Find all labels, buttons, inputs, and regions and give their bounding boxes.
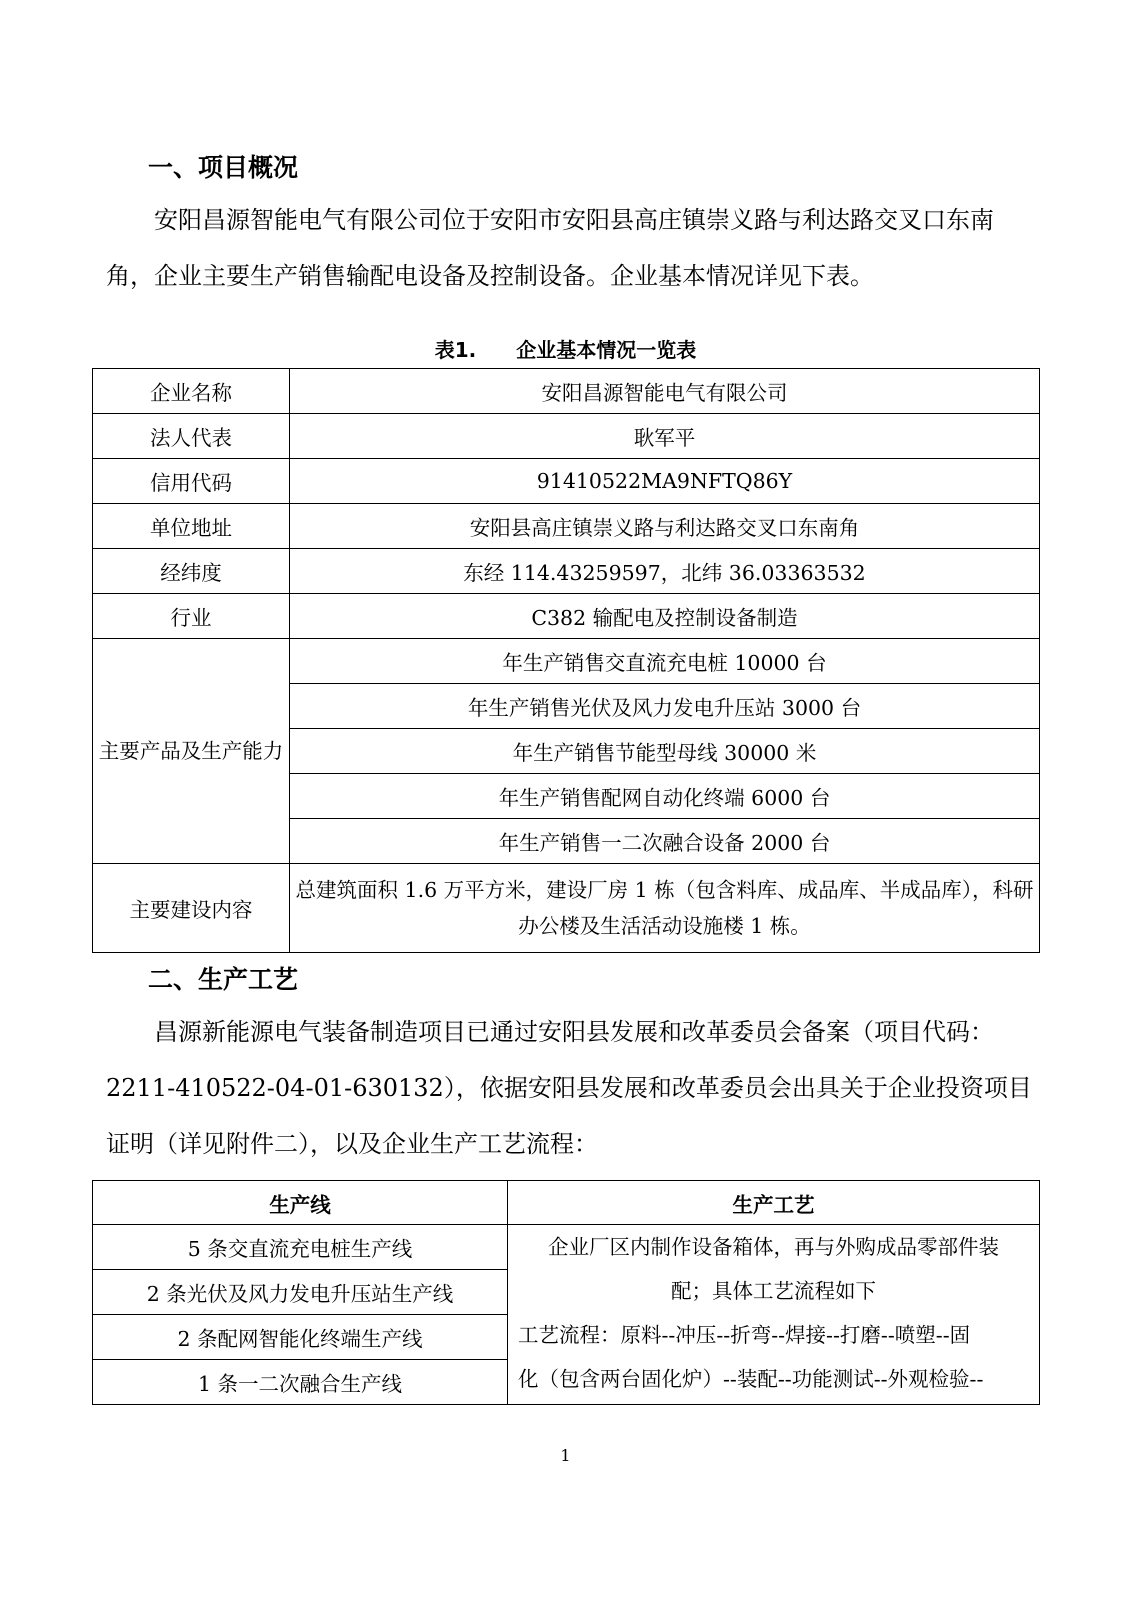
section-heading-process: 二、生产工艺: [148, 965, 299, 994]
production-process-table: [92, 1180, 1040, 1405]
process-paragraph: 昌源新能源电气装备制造项目已通过安阳县发展和改革委员会备案（项目代码：2211-410522-04-01-630132），依据安阳县发展和改革委员会出具关于企业投资项目证明（详见附件二），以及企业生产工艺流程：: [106, 1018, 1032, 1158]
table-cell-label: 单位地址: [93, 504, 290, 549]
table-cell-value: C382 输配电及控制设备制造: [290, 594, 1040, 639]
table1-caption-title: 企业基本情况一览表: [516, 338, 697, 362]
header-process: 生产工艺: [508, 1181, 1040, 1225]
product-cell: 年生产销售光伏及风力发电升压站 3000 台: [290, 684, 1040, 729]
table-row: [93, 594, 1040, 639]
product-cell: 年生产销售节能型母线 30000 米: [290, 729, 1040, 774]
table-row: [93, 414, 1040, 459]
section-heading-overview: 一、项目概况: [148, 153, 299, 182]
table1-caption-number: 表1.: [434, 338, 477, 362]
production-line-cell: 2 条配网智能化终端生产线: [93, 1315, 508, 1360]
build-value-cell: 总建筑面积 1.6 万平方米，建设厂房 1 栋（包含料库、成品库、半成品库），科研办公楼及生活活动设施楼 1 栋。: [290, 864, 1040, 953]
table-cell-value: 安阳昌源智能电气有限公司: [290, 369, 1040, 414]
table-cell-label: 信用代码: [93, 459, 290, 504]
production-line-cell: 5 条交直流充电桩生产线: [93, 1225, 508, 1270]
products-label-cell: 主要产品及生产能力: [93, 639, 290, 864]
table1-caption: [0, 334, 1131, 363]
company-info-table: [92, 368, 1040, 953]
table-row: [93, 459, 1040, 504]
production-line-cell: 1 条一二次融合生产线: [93, 1360, 508, 1405]
table-cell-value: 东经 114.43259597，北纬 36.03363532: [290, 549, 1040, 594]
table-cell-value: 91410522MA9NFTQ86Y: [290, 459, 1040, 504]
table-row: [93, 864, 1040, 953]
process-text-line: 工艺流程：原料--冲压--折弯--焊接--打磨--喷塑--固: [518, 1323, 971, 1347]
table-cell-label: 法人代表: [93, 414, 290, 459]
table-header-row: [93, 1181, 1040, 1225]
product-cell: 年生产销售交直流充电桩 10000 台: [290, 639, 1040, 684]
table-cell-label: 经纬度: [93, 549, 290, 594]
process-description-cell: [508, 1225, 1040, 1405]
build-label-cell: 主要建设内容: [93, 864, 290, 953]
process-text-line: 企业厂区内制作设备箱体，再与外购成品零部件装: [548, 1235, 999, 1259]
table-row: [93, 369, 1040, 414]
header-production-line: 生产线: [93, 1181, 508, 1225]
process-text-line: 配；具体工艺流程如下: [671, 1279, 876, 1303]
table-cell-value: 耿军平: [290, 414, 1040, 459]
table-row: [93, 639, 1040, 684]
process-text-line: 化（包含两台固化炉）--装配--功能测试--外观检验--: [518, 1367, 984, 1391]
product-cell: 年生产销售配网自动化终端 6000 台: [290, 774, 1040, 819]
table-row: [93, 504, 1040, 549]
table-cell-value: 安阳县高庄镇崇义路与利达路交叉口东南角: [290, 504, 1040, 549]
page-number: 1: [560, 1446, 571, 1465]
production-line-cell: 2 条光伏及风力发电升压站生产线: [93, 1270, 508, 1315]
table-row: [93, 1225, 1040, 1270]
product-cell: 年生产销售一二次融合设备 2000 台: [290, 819, 1040, 864]
table-cell-label: 行业: [93, 594, 290, 639]
table-row: [93, 549, 1040, 594]
overview-paragraph: 安阳昌源智能电气有限公司位于安阳市安阳县高庄镇崇义路与利达路交叉口东南角，企业主要生产销售输配电设备及控制设备。企业基本情况详见下表。: [106, 206, 994, 290]
table-cell-label: 企业名称: [93, 369, 290, 414]
